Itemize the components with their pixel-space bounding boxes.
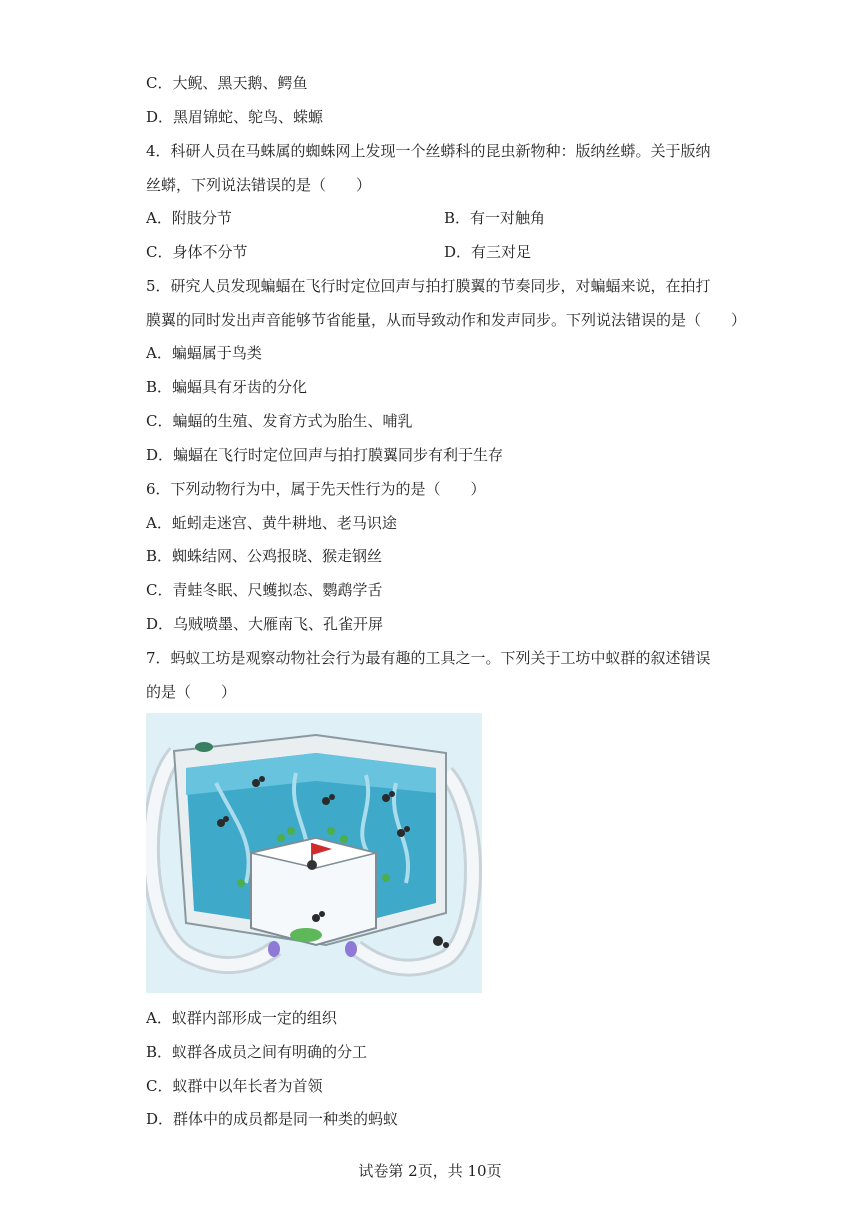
- q5-stem-line2: 膜翼的同时发出声音能够节省能量，从而导致动作和发声同步。下列说法错误的是（ ）: [146, 311, 747, 329]
- q4-option-d: D．有三对足: [444, 243, 532, 261]
- q5-option-d: D．蝙蝠在飞行时定位回声与拍打膜翼同步有利于生存: [146, 446, 504, 464]
- q7-stem-line1: 7．蚂蚁工坊是观察动物社会行为最有趣的工具之一。下列关于工坊中蚁群的叙述错误: [146, 649, 711, 667]
- q5-option-a: A．蝙蝠属于鸟类: [146, 344, 262, 362]
- q7-option-c: C．蚁群中以年长者为首领: [146, 1077, 323, 1095]
- ant-farm-illustration: [146, 713, 482, 993]
- q3-option-d: D．黑眉锦蛇、鸵鸟、蝾螈: [146, 108, 324, 126]
- q6-stem: 6．下列动物行为中，属于先天性行为的是（ ）: [146, 480, 486, 498]
- q4-stem-line1: 4．科研人员在马蛛属的蜘蛛网上发现一个丝蟒科的昆虫新物种：版纳丝蟒。关于版纳: [146, 142, 711, 160]
- q7-option-b: B．蚁群各成员之间有明确的分工: [146, 1043, 368, 1061]
- q6-option-b: B．蜘蛛结网、公鸡报晓、猴走钢丝: [146, 547, 383, 565]
- q4-option-a: A．附肢分节: [146, 209, 232, 227]
- q4-option-b: B．有一对触角: [444, 209, 546, 227]
- q5-option-c: C．蝙蝠的生殖、发育方式为胎生、哺乳: [146, 412, 413, 430]
- q6-option-c: C．青蛙冬眠、尺蠖拟态、鹦鹉学舌: [146, 581, 383, 599]
- page-footer: 试卷第 2页，共 10页: [358, 1162, 502, 1180]
- q4-option-c: C．身体不分节: [146, 243, 248, 261]
- q5-option-b: B．蝙蝠具有牙齿的分化: [146, 378, 308, 396]
- q3-option-c: C．大鲵、黑天鹅、鳄鱼: [146, 74, 308, 92]
- q4-stem-line2: 丝蟒，下列说法错误的是（ ）: [146, 176, 372, 194]
- q7-stem-line2: 的是（ ）: [146, 683, 237, 701]
- q7-option-a: A．蚁群内部形成一定的组织: [146, 1009, 337, 1027]
- ant-farm-drawing: [146, 713, 482, 993]
- q6-option-a: A．蚯蚓走迷宫、黄牛耕地、老马识途: [146, 514, 397, 532]
- q7-option-d: D．群体中的成员都是同一种类的蚂蚁: [146, 1110, 399, 1128]
- q6-option-d: D．乌贼喷墨、大雁南飞、孔雀开屏: [146, 615, 384, 633]
- q5-stem-line1: 5．研究人员发现蝙蝠在飞行时定位回声与拍打膜翼的节奏同步，对蝙蝠来说，在拍打: [146, 277, 711, 295]
